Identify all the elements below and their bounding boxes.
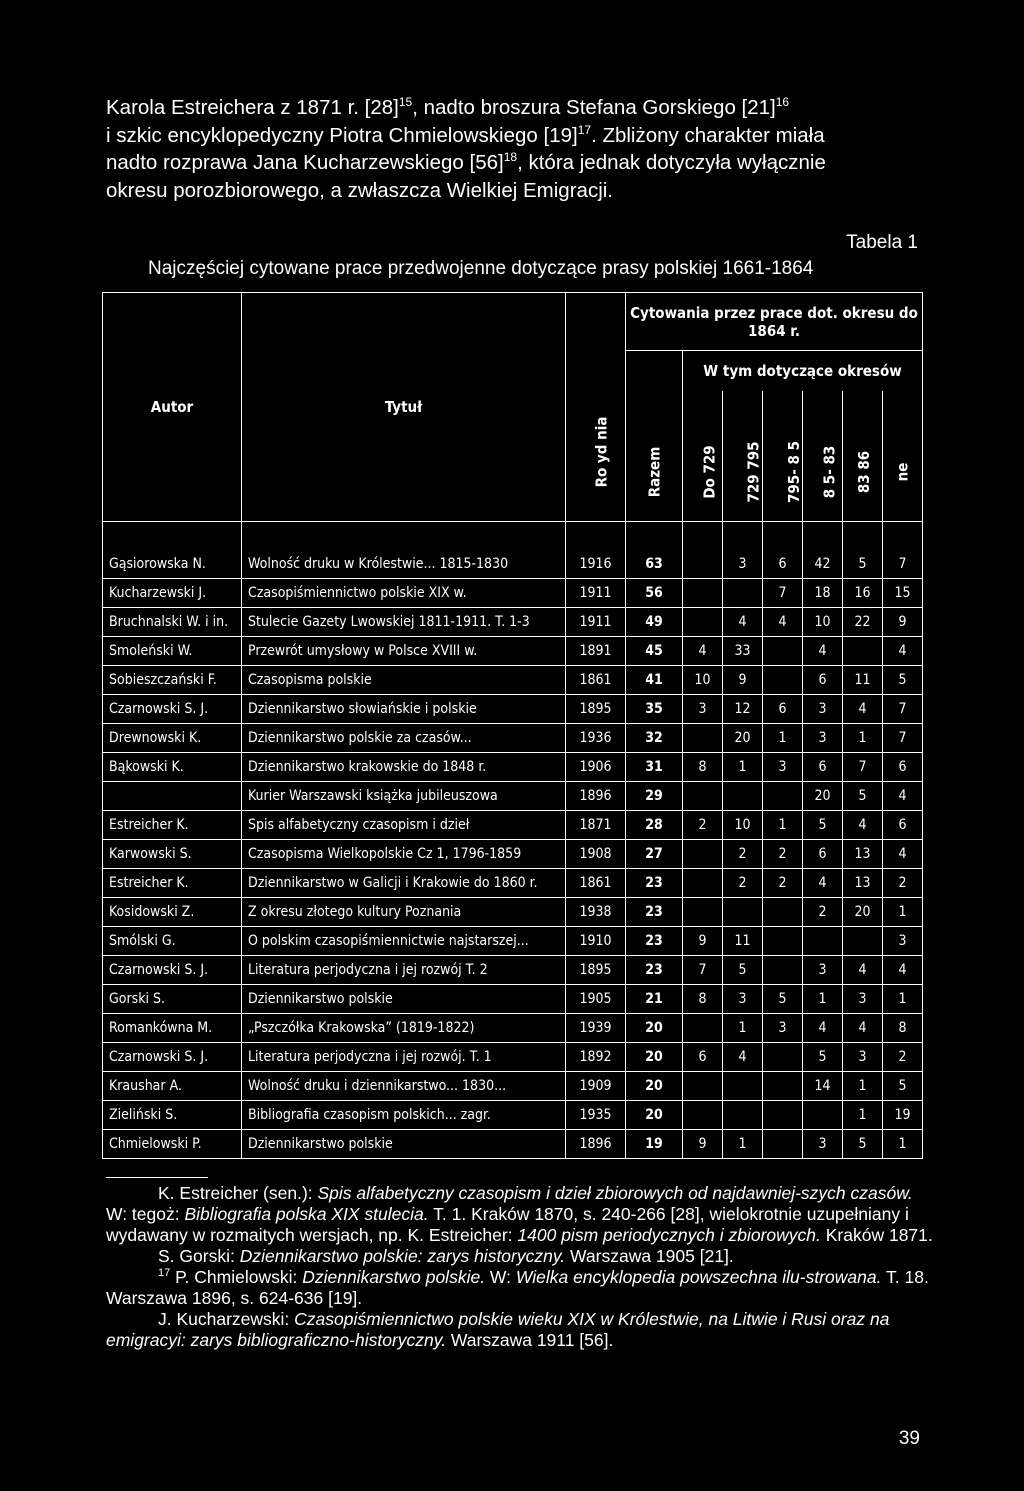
total-cell: 35: [626, 694, 683, 723]
table-row: [103, 984, 923, 1013]
table-row: [103, 665, 923, 694]
footnote-text: Warszawa 1911 [56].: [446, 1330, 614, 1350]
author-cell: Estreicher K.: [103, 810, 242, 839]
period-cell: 4: [683, 636, 723, 665]
period-cell: 20: [723, 723, 763, 752]
footnote: [106, 1267, 938, 1309]
total-cell: 20: [626, 1100, 683, 1129]
author-cell: Chmielowski P.: [103, 1129, 242, 1158]
header-period-6: ne: [883, 391, 923, 522]
table-row: [103, 926, 923, 955]
title-cell: Stulecie Gazety Lwowskiej 1811-1911. T. 1-3: [242, 607, 566, 636]
year-cell: 1939: [566, 1013, 626, 1042]
period-cell: 6: [803, 839, 843, 868]
period-cell: 3: [843, 1042, 883, 1071]
period-cell: [683, 781, 723, 810]
title-cell: Kurier Warszawski książka jubileuszowa: [242, 781, 566, 810]
period-cell: 4: [883, 955, 923, 984]
year-cell: 1895: [566, 955, 626, 984]
period-cell: 12: [723, 694, 763, 723]
period-cell: 14: [803, 1071, 843, 1100]
table-row: [103, 578, 923, 607]
table-row: [103, 781, 923, 810]
footnote-text: Warszawa 1905 [21].: [565, 1246, 734, 1266]
period-cell: 2: [803, 897, 843, 926]
author-cell: Zieliński S.: [103, 1100, 242, 1129]
table-row: [103, 1100, 923, 1129]
table-title: Najczęściej cytowane prace przedwojenne dotyczące prasy polskiej 1661-1864: [148, 258, 814, 279]
year-cell: 1910: [566, 926, 626, 955]
period-cell: 1: [723, 1129, 763, 1158]
author-cell: Kraushar A.: [103, 1071, 242, 1100]
header-sub: W tym dotyczące okresów: [683, 351, 923, 391]
period-cell: 7: [763, 578, 803, 607]
total-cell: 29: [626, 781, 683, 810]
total-cell: 31: [626, 752, 683, 781]
intro-line: i szkic encyklopedyczny Piotra Chmielowskiego $[19]^{17}$. Zbliżony charakter miała: [106, 122, 825, 147]
period-cell: 1: [803, 984, 843, 1013]
period-cell: 4: [883, 636, 923, 665]
total-cell: 41: [626, 665, 683, 694]
period-cell: 10: [723, 810, 763, 839]
table-row: [103, 868, 923, 897]
period-cell: 18: [803, 578, 843, 607]
period-cell: 11: [843, 665, 883, 694]
period-cell: 3: [763, 752, 803, 781]
period-cell: 7: [843, 752, 883, 781]
period-cell: 8: [683, 752, 723, 781]
period-cell: 2: [723, 839, 763, 868]
period-cell: [763, 636, 803, 665]
period-cell: [683, 1071, 723, 1100]
author-cell: Czarnowski S. J.: [103, 955, 242, 984]
period-cell: [723, 1071, 763, 1100]
period-cell: 9: [723, 665, 763, 694]
footnote-rule: [106, 1177, 208, 1178]
table-row: [103, 636, 923, 665]
author-cell: Bąkowski K.: [103, 752, 242, 781]
total-cell: 20: [626, 1042, 683, 1071]
footnote-text: K. Estreicher (sen.):: [158, 1183, 318, 1203]
period-cell: 9: [883, 607, 923, 636]
footnote-text: 17: [158, 1267, 171, 1279]
period-cell: 1: [723, 1013, 763, 1042]
footnote-text: Dziennikarstwo polskie: zarys historyczny.: [239, 1246, 566, 1266]
period-cell: 15: [883, 578, 923, 607]
year-cell: 1896: [566, 1129, 626, 1158]
total-cell: 20: [626, 1071, 683, 1100]
period-cell: 5: [883, 1071, 923, 1100]
title-cell: Dziennikarstwo polskie: [242, 984, 566, 1013]
period-cell: [683, 1100, 723, 1129]
total-cell: 19: [626, 1129, 683, 1158]
period-cell: [763, 1100, 803, 1129]
period-cell: 3: [723, 550, 763, 579]
period-cell: 7: [883, 723, 923, 752]
period-cell: [683, 1013, 723, 1042]
title-cell: „Pszczółka Krakowska” (1819-1822): [242, 1013, 566, 1042]
footnote-text: Dziennikarstwo polskie.: [302, 1267, 486, 1287]
period-cell: 2: [883, 1042, 923, 1071]
total-cell: 32: [626, 723, 683, 752]
footnote-text: S. Gorski:: [158, 1246, 240, 1266]
period-cell: [723, 1100, 763, 1129]
table-label: Tabela 1: [846, 232, 918, 253]
header-period-3: 795- 8 5: [763, 391, 803, 522]
period-cell: [683, 723, 723, 752]
footnote: [106, 1246, 938, 1267]
total-cell: 20: [626, 1013, 683, 1042]
total-cell: 23: [626, 926, 683, 955]
title-cell: Dziennikarstwo polskie: [242, 1129, 566, 1158]
period-cell: [763, 955, 803, 984]
table-row: [103, 1013, 923, 1042]
footnote-text: 1400 pism periodycznych i zbiorowych.: [517, 1225, 821, 1245]
period-cell: 11: [723, 926, 763, 955]
period-cell: 4: [843, 1013, 883, 1042]
period-cell: 4: [883, 781, 923, 810]
period-cell: 2: [683, 810, 723, 839]
period-cell: 5: [843, 1129, 883, 1158]
intro-line: okresu porozbiorowego, a zwłaszcza Wielkiej Emigracji.: [106, 178, 613, 202]
header-period-5: 83 86: [843, 391, 883, 522]
year-cell: 1861: [566, 868, 626, 897]
title-cell: Dziennikarstwo w Galicji i Krakowie do 1860 r.: [242, 868, 566, 897]
year-cell: 1909: [566, 1071, 626, 1100]
title-cell: Dziennikarstwo słowiańskie i polskie: [242, 694, 566, 723]
period-cell: 6: [683, 1042, 723, 1071]
period-cell: 20: [843, 897, 883, 926]
period-cell: 20: [803, 781, 843, 810]
title-cell: Bibliografia czasopism polskich... zagr.: [242, 1100, 566, 1129]
table-row: [103, 694, 923, 723]
intro-line: Karola Estreichera z 1871 r. $[28]^{15}$, nadto broszura Stefana Gorskiego $[21]^{16}$: [106, 95, 790, 119]
footnote: [106, 1183, 938, 1246]
period-cell: [843, 926, 883, 955]
year-cell: 1861: [566, 665, 626, 694]
footnote-text: J. Kucharzewski:: [158, 1309, 295, 1329]
total-cell: 28: [626, 810, 683, 839]
title-cell: Dziennikarstwo polskie za czasów...: [242, 723, 566, 752]
period-cell: 5: [763, 984, 803, 1013]
period-cell: [803, 926, 843, 955]
year-cell: 1916: [566, 550, 626, 579]
table-row: [103, 810, 923, 839]
footnote-text: Czasopiśmiennictwo polskie wieku XIX w Królestwie, na Litwie i Rusi oraz na emigracyi: zarys bibliograficzno-historyczny.: [106, 1309, 890, 1350]
author-cell: Estreicher K.: [103, 868, 242, 897]
period-cell: 4: [883, 839, 923, 868]
author-cell: Kosidowski Z.: [103, 897, 242, 926]
period-cell: 33: [723, 636, 763, 665]
year-cell: 1935: [566, 1100, 626, 1129]
period-cell: 1: [843, 723, 883, 752]
period-cell: 8: [683, 984, 723, 1013]
title-cell: Przewrót umysłowy w Polsce XVIII w.: [242, 636, 566, 665]
period-cell: [763, 781, 803, 810]
period-cell: 7: [683, 955, 723, 984]
table-row: [103, 897, 923, 926]
total-cell: 23: [626, 897, 683, 926]
period-cell: 4: [723, 1042, 763, 1071]
total-cell: 45: [626, 636, 683, 665]
period-cell: 4: [803, 636, 843, 665]
period-cell: 22: [843, 607, 883, 636]
period-cell: 6: [883, 810, 923, 839]
period-cell: 9: [683, 926, 723, 955]
author-cell: Romankówna M.: [103, 1013, 242, 1042]
author-cell: Smoleński W.: [103, 636, 242, 665]
title-cell: Literatura perjodyczna i jej rozwój. T. 1: [242, 1042, 566, 1071]
total-cell: 56: [626, 578, 683, 607]
period-cell: [683, 550, 723, 579]
year-cell: 1896: [566, 781, 626, 810]
table-row: [103, 550, 923, 579]
period-cell: [803, 1100, 843, 1129]
period-cell: 6: [763, 694, 803, 723]
table-row: [103, 839, 923, 868]
year-cell: 1906: [566, 752, 626, 781]
header-author: Autor: [103, 293, 242, 522]
author-cell: Sobieszczański F.: [103, 665, 242, 694]
period-cell: [763, 897, 803, 926]
period-cell: 16: [843, 578, 883, 607]
period-cell: 3: [723, 984, 763, 1013]
header-period-4: 8 5- 83: [803, 391, 843, 522]
period-cell: 4: [843, 810, 883, 839]
footnote-text: W: tegoż:: [106, 1204, 185, 1224]
title-cell: Czasopisma polskie: [242, 665, 566, 694]
period-cell: 3: [763, 1013, 803, 1042]
period-cell: 5: [883, 665, 923, 694]
period-cell: 6: [763, 550, 803, 579]
period-cell: 4: [803, 1013, 843, 1042]
year-cell: 1895: [566, 694, 626, 723]
footnotes: [106, 1183, 938, 1351]
period-cell: [683, 607, 723, 636]
period-cell: 19: [883, 1100, 923, 1129]
author-cell: Czarnowski S. J.: [103, 694, 242, 723]
title-cell: Literatura perjodyczna i jej rozwój T. 2: [242, 955, 566, 984]
period-cell: [763, 665, 803, 694]
year-cell: 1911: [566, 607, 626, 636]
period-cell: 4: [803, 868, 843, 897]
period-cell: 3: [803, 723, 843, 752]
author-cell: Gorski S.: [103, 984, 242, 1013]
period-cell: [723, 897, 763, 926]
intro-paragraph: [106, 94, 936, 204]
period-cell: [763, 1129, 803, 1158]
period-cell: 3: [683, 694, 723, 723]
period-cell: 8: [883, 1013, 923, 1042]
footnote-text: Spis alfabetyczny czasopism i dzieł zbiorowych od najdawniej-szych czasów.: [317, 1183, 913, 1203]
period-cell: 2: [723, 868, 763, 897]
period-cell: 6: [803, 752, 843, 781]
period-cell: [683, 578, 723, 607]
period-cell: 1: [883, 1129, 923, 1158]
title-cell: Czasopiśmiennictwo polskie XIX w.: [242, 578, 566, 607]
total-cell: 63: [626, 550, 683, 579]
period-cell: 1: [763, 723, 803, 752]
period-cell: 4: [843, 955, 883, 984]
citations-table: [102, 292, 923, 1159]
year-cell: 1936: [566, 723, 626, 752]
header-period-1: Do 729: [683, 391, 723, 522]
title-cell: O polskim czasopiśmiennictwie najstarszej...: [242, 926, 566, 955]
period-cell: 6: [883, 752, 923, 781]
period-cell: 3: [883, 926, 923, 955]
period-cell: 1: [723, 752, 763, 781]
table-row: [103, 607, 923, 636]
period-cell: 3: [803, 955, 843, 984]
year-cell: 1892: [566, 1042, 626, 1071]
period-cell: 3: [803, 1129, 843, 1158]
year-cell: 1938: [566, 897, 626, 926]
period-cell: 42: [803, 550, 843, 579]
period-cell: [723, 578, 763, 607]
table-row: [103, 1042, 923, 1071]
period-cell: 2: [763, 868, 803, 897]
period-cell: 1: [843, 1100, 883, 1129]
table-row: [103, 723, 923, 752]
footnote: [106, 1309, 938, 1351]
author-cell: Drewnowski K.: [103, 723, 242, 752]
footnote-text: Bibliografia polska XIX stulecia.: [184, 1204, 429, 1224]
footnote-text: T. 1. Kraków 1870, s. 240-266 [28], wielokrotnie uzupełniany i wydawany w rozmaitych wersjach, np. K. Estreicher:: [106, 1204, 909, 1245]
period-cell: 7: [883, 550, 923, 579]
period-cell: 13: [843, 839, 883, 868]
footnote-text: P. Chmielowski:: [170, 1267, 303, 1287]
period-cell: 2: [883, 868, 923, 897]
intro-line: nadto rozprawa Jana Kucharzewskiego $[56]^{18}$, która jednak dotyczyła wyłącznie: [106, 150, 826, 174]
period-cell: [843, 636, 883, 665]
footnote-text: Kraków 1871.: [820, 1225, 933, 1245]
header-period-2: 729 795: [723, 391, 763, 522]
footnote-text: Wielka encyklopedia powszechna ilu-strowana.: [515, 1267, 882, 1287]
year-cell: 1908: [566, 839, 626, 868]
footnote-text: W:: [485, 1267, 516, 1287]
table-row: [103, 1129, 923, 1158]
year-cell: 1871: [566, 810, 626, 839]
table-body: [103, 521, 923, 1158]
period-cell: 6: [803, 665, 843, 694]
period-cell: 9: [683, 1129, 723, 1158]
period-cell: 1: [883, 984, 923, 1013]
year-cell: 1891: [566, 636, 626, 665]
period-cell: [683, 839, 723, 868]
period-cell: 5: [843, 550, 883, 579]
author-cell: Czarnowski S. J.: [103, 1042, 242, 1071]
author-cell: Karwowski S.: [103, 839, 242, 868]
author-cell: Gąsiorowska N.: [103, 550, 242, 579]
period-cell: [763, 1042, 803, 1071]
period-cell: 4: [763, 607, 803, 636]
table-row: [103, 1071, 923, 1100]
year-cell: 1905: [566, 984, 626, 1013]
year-cell: 1911: [566, 578, 626, 607]
period-cell: 7: [883, 694, 923, 723]
period-cell: 10: [803, 607, 843, 636]
period-cell: 10: [683, 665, 723, 694]
table-row: [103, 955, 923, 984]
period-cell: [763, 926, 803, 955]
period-cell: 3: [843, 984, 883, 1013]
period-cell: [683, 897, 723, 926]
page-number: 39: [898, 1428, 920, 1449]
header-total: Razem: [626, 351, 683, 522]
total-cell: 23: [626, 955, 683, 984]
period-cell: [723, 781, 763, 810]
period-cell: 4: [843, 694, 883, 723]
total-cell: 49: [626, 607, 683, 636]
period-cell: 5: [723, 955, 763, 984]
period-cell: [683, 868, 723, 897]
footnote-text: T. 18. Warszawa 1896, s. 624-636 [19].: [106, 1267, 929, 1308]
total-cell: 23: [626, 868, 683, 897]
period-cell: 2: [763, 839, 803, 868]
period-cell: [763, 1071, 803, 1100]
header-year: Ro yd nia: [566, 293, 626, 522]
period-cell: 5: [843, 781, 883, 810]
period-cell: 3: [803, 694, 843, 723]
total-cell: 27: [626, 839, 683, 868]
title-cell: Wolność druku i dziennikarstwo... 1830...: [242, 1071, 566, 1100]
period-cell: 4: [723, 607, 763, 636]
period-cell: 1: [883, 897, 923, 926]
period-cell: 1: [843, 1071, 883, 1100]
period-cell: 5: [803, 810, 843, 839]
period-cell: 5: [803, 1042, 843, 1071]
period-cell: 13: [843, 868, 883, 897]
author-cell: Kucharzewski J.: [103, 578, 242, 607]
author-cell: [103, 781, 242, 810]
title-cell: Spis alfabetyczny czasopism i dzieł: [242, 810, 566, 839]
total-cell: 21: [626, 984, 683, 1013]
author-cell: Smólski G.: [103, 926, 242, 955]
author-cell: Bruchnalski W. i in.: [103, 607, 242, 636]
table-row: [103, 752, 923, 781]
title-cell: Czasopisma Wielkopolskie Cz 1, 1796-1859: [242, 839, 566, 868]
title-cell: Wolność druku w Królestwie... 1815-1830: [242, 550, 566, 579]
header-title: Tytuł: [242, 293, 566, 522]
title-cell: Z okresu złotego kultury Poznania: [242, 897, 566, 926]
title-cell: Dziennikarstwo krakowskie do 1848 r.: [242, 752, 566, 781]
header-group: Cytowania przez prace dot. okresu do 1864 r.: [626, 293, 923, 351]
period-cell: 1: [763, 810, 803, 839]
